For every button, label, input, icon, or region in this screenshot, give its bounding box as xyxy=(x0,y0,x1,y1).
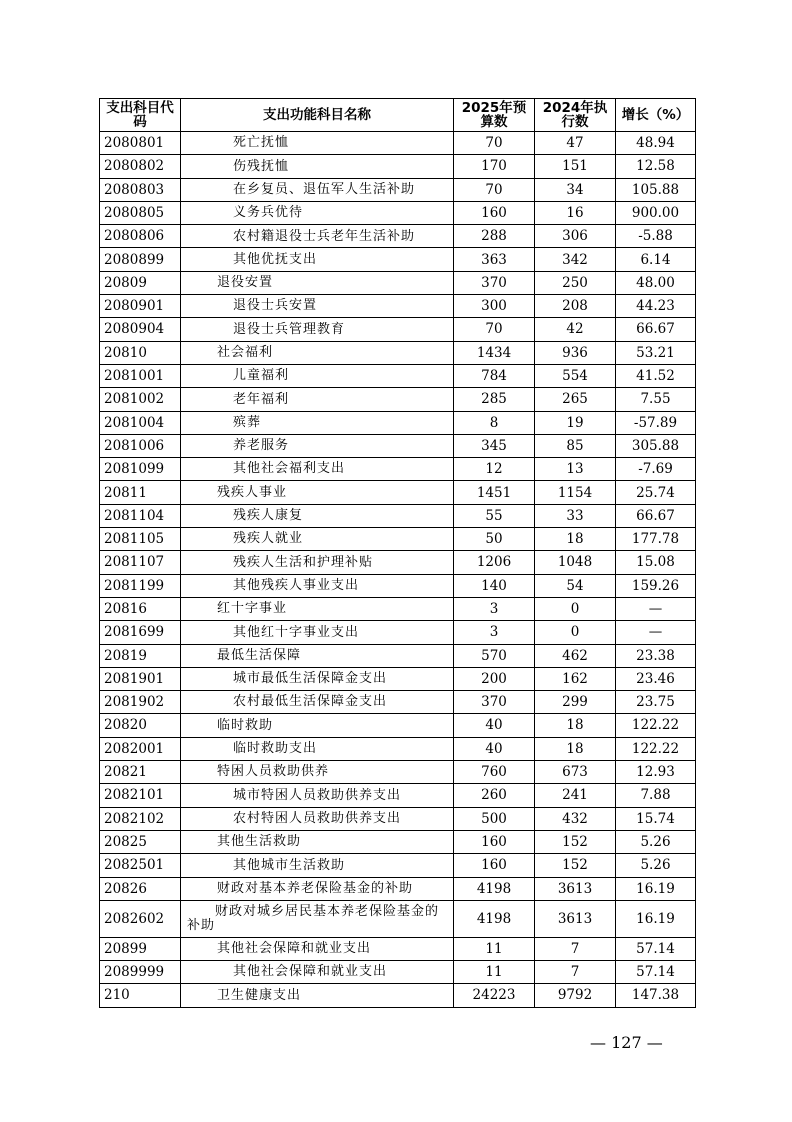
table-row xyxy=(100,132,696,155)
cell-growth: 41.52 xyxy=(616,364,696,387)
cell-growth: 159.26 xyxy=(616,574,696,597)
cell-exec-2024: 151 xyxy=(535,155,616,178)
cell-exec-2024: 241 xyxy=(535,784,616,807)
cell-code: 2081901 xyxy=(100,667,181,690)
cell-name: 残疾人事业 xyxy=(181,481,454,504)
cell-budget-2025: 784 xyxy=(454,364,535,387)
cell-exec-2024: 554 xyxy=(535,364,616,387)
header-exec-2024: 2024年执行数 xyxy=(535,99,616,132)
cell-exec-2024: 19 xyxy=(535,411,616,434)
cell-exec-2024: 1048 xyxy=(535,551,616,574)
cell-growth: 122.22 xyxy=(616,737,696,760)
cell-exec-2024: 7 xyxy=(535,937,616,960)
cell-budget-2025: 12 xyxy=(454,458,535,481)
header-growth: 增长（%） xyxy=(616,99,696,132)
cell-exec-2024: 9792 xyxy=(535,984,616,1007)
cell-budget-2025: 3 xyxy=(454,621,535,644)
table-row xyxy=(100,854,696,877)
cell-growth: 5.26 xyxy=(616,830,696,853)
cell-growth: 23.75 xyxy=(616,691,696,714)
cell-name: 伤残抚恤 xyxy=(181,155,454,178)
cell-exec-2024: 342 xyxy=(535,248,616,271)
cell-code: 2080904 xyxy=(100,318,181,341)
cell-exec-2024: 208 xyxy=(535,295,616,318)
table-row xyxy=(100,877,696,900)
cell-name: 特困人员救助供养 xyxy=(181,761,454,784)
table-row xyxy=(100,528,696,551)
cell-growth: 16.19 xyxy=(616,877,696,900)
cell-code: 2082602 xyxy=(100,900,181,937)
table-row xyxy=(100,388,696,411)
cell-budget-2025: 370 xyxy=(454,271,535,294)
cell-name: 城市特困人员救助供养支出 xyxy=(181,784,454,807)
table-row xyxy=(100,271,696,294)
cell-code: 2080803 xyxy=(100,178,181,201)
cell-exec-2024: 1154 xyxy=(535,481,616,504)
table-row xyxy=(100,714,696,737)
cell-growth: 66.67 xyxy=(616,318,696,341)
table-row xyxy=(100,225,696,248)
cell-budget-2025: 260 xyxy=(454,784,535,807)
cell-budget-2025: 50 xyxy=(454,528,535,551)
cell-budget-2025: 24223 xyxy=(454,984,535,1007)
cell-code: 2081902 xyxy=(100,691,181,714)
cell-name: 退役士兵管理教育 xyxy=(181,318,454,341)
cell-growth: -5.88 xyxy=(616,225,696,248)
cell-growth: 177.78 xyxy=(616,528,696,551)
table-row xyxy=(100,597,696,620)
table-row xyxy=(100,737,696,760)
cell-budget-2025: 70 xyxy=(454,318,535,341)
cell-code: 2080805 xyxy=(100,201,181,224)
cell-code: 20821 xyxy=(100,761,181,784)
cell-exec-2024: 18 xyxy=(535,714,616,737)
table-row xyxy=(100,318,696,341)
cell-name: 退役安置 xyxy=(181,271,454,294)
cell-growth: — xyxy=(616,597,696,620)
cell-name: 儿童福利 xyxy=(181,364,454,387)
cell-budget-2025: 160 xyxy=(454,854,535,877)
cell-budget-2025: 160 xyxy=(454,201,535,224)
header-name: 支出功能科目名称 xyxy=(181,99,454,132)
cell-exec-2024: 152 xyxy=(535,830,616,853)
cell-exec-2024: 673 xyxy=(535,761,616,784)
cell-budget-2025: 4198 xyxy=(454,877,535,900)
cell-name: 其他残疾人事业支出 xyxy=(181,574,454,597)
cell-code: 20826 xyxy=(100,877,181,900)
cell-budget-2025: 70 xyxy=(454,132,535,155)
cell-code: 2081107 xyxy=(100,551,181,574)
cell-name: 最低生活保障 xyxy=(181,644,454,667)
cell-code: 2089999 xyxy=(100,961,181,984)
cell-exec-2024: 432 xyxy=(535,807,616,830)
table-row xyxy=(100,178,696,201)
page-number: — 127 — xyxy=(590,1033,663,1052)
cell-name: 卫生健康支出 xyxy=(181,984,454,1007)
cell-code: 2082001 xyxy=(100,737,181,760)
cell-code: 2082501 xyxy=(100,854,181,877)
cell-growth: 305.88 xyxy=(616,434,696,457)
cell-exec-2024: 0 xyxy=(535,621,616,644)
table-row xyxy=(100,784,696,807)
cell-code: 2080901 xyxy=(100,295,181,318)
cell-exec-2024: 18 xyxy=(535,737,616,760)
cell-code: 2082101 xyxy=(100,784,181,807)
table-row xyxy=(100,458,696,481)
cell-budget-2025: 3 xyxy=(454,597,535,620)
cell-name: 临时救助支出 xyxy=(181,737,454,760)
cell-growth: 23.46 xyxy=(616,667,696,690)
table-row xyxy=(100,481,696,504)
table-body xyxy=(100,132,696,1008)
cell-budget-2025: 8 xyxy=(454,411,535,434)
cell-exec-2024: 152 xyxy=(535,854,616,877)
cell-code: 20899 xyxy=(100,937,181,960)
cell-growth: 900.00 xyxy=(616,201,696,224)
cell-name: 其他优抚支出 xyxy=(181,248,454,271)
cell-name: 其他社会保障和就业支出 xyxy=(181,937,454,960)
table-row xyxy=(100,201,696,224)
cell-code: 2080802 xyxy=(100,155,181,178)
table-row xyxy=(100,667,696,690)
cell-code: 2080899 xyxy=(100,248,181,271)
cell-name: 财政对城乡居民基本养老保险基金的补助 xyxy=(181,900,454,937)
cell-growth: 122.22 xyxy=(616,714,696,737)
cell-name: 残疾人生活和护理补贴 xyxy=(181,551,454,574)
cell-code: 2081105 xyxy=(100,528,181,551)
cell-name: 死亡抚恤 xyxy=(181,132,454,155)
cell-code: 20820 xyxy=(100,714,181,737)
cell-growth: 5.26 xyxy=(616,854,696,877)
cell-growth: 44.23 xyxy=(616,295,696,318)
cell-name: 殡葬 xyxy=(181,411,454,434)
header-budget-2025: 2025年预算数 xyxy=(454,99,535,132)
table-row xyxy=(100,551,696,574)
cell-name: 退役士兵安置 xyxy=(181,295,454,318)
cell-budget-2025: 1206 xyxy=(454,551,535,574)
cell-code: 2081104 xyxy=(100,504,181,527)
cell-exec-2024: 250 xyxy=(535,271,616,294)
cell-exec-2024: 42 xyxy=(535,318,616,341)
cell-budget-2025: 4198 xyxy=(454,900,535,937)
cell-growth: 48.00 xyxy=(616,271,696,294)
cell-name: 其他社会福利支出 xyxy=(181,458,454,481)
cell-growth: 6.14 xyxy=(616,248,696,271)
cell-budget-2025: 70 xyxy=(454,178,535,201)
table-row xyxy=(100,341,696,364)
cell-name: 残疾人康复 xyxy=(181,504,454,527)
cell-budget-2025: 40 xyxy=(454,714,535,737)
cell-budget-2025: 1451 xyxy=(454,481,535,504)
cell-code: 2081001 xyxy=(100,364,181,387)
cell-budget-2025: 11 xyxy=(454,961,535,984)
cell-growth: 57.14 xyxy=(616,937,696,960)
table-row xyxy=(100,807,696,830)
cell-growth: 7.88 xyxy=(616,784,696,807)
cell-exec-2024: 3613 xyxy=(535,877,616,900)
cell-growth: 15.08 xyxy=(616,551,696,574)
table-row xyxy=(100,937,696,960)
cell-name: 农村籍退役士兵老年生活补助 xyxy=(181,225,454,248)
cell-name: 养老服务 xyxy=(181,434,454,457)
table-row xyxy=(100,295,696,318)
cell-budget-2025: 160 xyxy=(454,830,535,853)
cell-code: 20811 xyxy=(100,481,181,504)
cell-budget-2025: 288 xyxy=(454,225,535,248)
table-row xyxy=(100,434,696,457)
table-row xyxy=(100,984,696,1007)
cell-budget-2025: 363 xyxy=(454,248,535,271)
table-row xyxy=(100,248,696,271)
cell-budget-2025: 285 xyxy=(454,388,535,411)
table-row xyxy=(100,621,696,644)
table-row xyxy=(100,691,696,714)
cell-name: 老年福利 xyxy=(181,388,454,411)
cell-name: 农村最低生活保障金支出 xyxy=(181,691,454,714)
cell-name: 临时救助 xyxy=(181,714,454,737)
table-row xyxy=(100,574,696,597)
cell-name: 其他社会保障和就业支出 xyxy=(181,961,454,984)
cell-name: 财政对基本养老保险基金的补助 xyxy=(181,877,454,900)
cell-code: 2081699 xyxy=(100,621,181,644)
cell-code: 20810 xyxy=(100,341,181,364)
header-code: 支出科目代码 xyxy=(100,99,181,132)
cell-name: 社会福利 xyxy=(181,341,454,364)
cell-exec-2024: 3613 xyxy=(535,900,616,937)
cell-growth: 53.21 xyxy=(616,341,696,364)
cell-budget-2025: 500 xyxy=(454,807,535,830)
cell-exec-2024: 0 xyxy=(535,597,616,620)
cell-exec-2024: 34 xyxy=(535,178,616,201)
cell-growth: — xyxy=(616,621,696,644)
cell-budget-2025: 170 xyxy=(454,155,535,178)
cell-growth: 12.58 xyxy=(616,155,696,178)
cell-growth: -57.89 xyxy=(616,411,696,434)
cell-name: 残疾人就业 xyxy=(181,528,454,551)
cell-code: 2081199 xyxy=(100,574,181,597)
cell-code: 2082102 xyxy=(100,807,181,830)
table-row xyxy=(100,644,696,667)
cell-name: 义务兵优待 xyxy=(181,201,454,224)
cell-name: 其他生活救助 xyxy=(181,830,454,853)
cell-exec-2024: 462 xyxy=(535,644,616,667)
table-row xyxy=(100,830,696,853)
cell-budget-2025: 11 xyxy=(454,937,535,960)
cell-budget-2025: 345 xyxy=(454,434,535,457)
cell-code: 2080806 xyxy=(100,225,181,248)
cell-exec-2024: 7 xyxy=(535,961,616,984)
cell-code: 20809 xyxy=(100,271,181,294)
cell-name: 在乡复员、退伍军人生活补助 xyxy=(181,178,454,201)
table-row xyxy=(100,761,696,784)
cell-name: 农村特困人员救助供养支出 xyxy=(181,807,454,830)
cell-code: 2081099 xyxy=(100,458,181,481)
cell-growth: 7.55 xyxy=(616,388,696,411)
cell-growth: 48.94 xyxy=(616,132,696,155)
cell-exec-2024: 13 xyxy=(535,458,616,481)
cell-exec-2024: 33 xyxy=(535,504,616,527)
cell-budget-2025: 570 xyxy=(454,644,535,667)
cell-exec-2024: 162 xyxy=(535,667,616,690)
cell-exec-2024: 18 xyxy=(535,528,616,551)
cell-growth: 15.74 xyxy=(616,807,696,830)
cell-growth: 57.14 xyxy=(616,961,696,984)
table-row xyxy=(100,411,696,434)
cell-budget-2025: 300 xyxy=(454,295,535,318)
cell-growth: 23.38 xyxy=(616,644,696,667)
table-row xyxy=(100,155,696,178)
cell-code: 2081002 xyxy=(100,388,181,411)
cell-code: 2081006 xyxy=(100,434,181,457)
table-row xyxy=(100,504,696,527)
cell-growth: 12.93 xyxy=(616,761,696,784)
cell-exec-2024: 936 xyxy=(535,341,616,364)
cell-growth: 16.19 xyxy=(616,900,696,937)
table-row xyxy=(100,364,696,387)
cell-exec-2024: 47 xyxy=(535,132,616,155)
cell-code: 20825 xyxy=(100,830,181,853)
cell-code: 2081004 xyxy=(100,411,181,434)
table-header-row xyxy=(100,99,696,132)
cell-growth: -7.69 xyxy=(616,458,696,481)
cell-budget-2025: 55 xyxy=(454,504,535,527)
cell-exec-2024: 299 xyxy=(535,691,616,714)
cell-budget-2025: 1434 xyxy=(454,341,535,364)
cell-name: 其他城市生活救助 xyxy=(181,854,454,877)
cell-exec-2024: 54 xyxy=(535,574,616,597)
cell-growth: 105.88 xyxy=(616,178,696,201)
cell-exec-2024: 306 xyxy=(535,225,616,248)
cell-budget-2025: 140 xyxy=(454,574,535,597)
cell-name: 红十字事业 xyxy=(181,597,454,620)
table-row xyxy=(100,900,696,937)
cell-exec-2024: 16 xyxy=(535,201,616,224)
table-row xyxy=(100,961,696,984)
cell-growth: 25.74 xyxy=(616,481,696,504)
cell-growth: 147.38 xyxy=(616,984,696,1007)
cell-budget-2025: 370 xyxy=(454,691,535,714)
cell-name: 城市最低生活保障金支出 xyxy=(181,667,454,690)
cell-code: 210 xyxy=(100,984,181,1007)
cell-budget-2025: 200 xyxy=(454,667,535,690)
cell-exec-2024: 85 xyxy=(535,434,616,457)
cell-code: 2080801 xyxy=(100,132,181,155)
cell-budget-2025: 40 xyxy=(454,737,535,760)
cell-code: 20816 xyxy=(100,597,181,620)
cell-growth: 66.67 xyxy=(616,504,696,527)
cell-name: 其他红十字事业支出 xyxy=(181,621,454,644)
budget-table xyxy=(99,98,696,1008)
cell-code: 20819 xyxy=(100,644,181,667)
cell-budget-2025: 760 xyxy=(454,761,535,784)
cell-exec-2024: 265 xyxy=(535,388,616,411)
